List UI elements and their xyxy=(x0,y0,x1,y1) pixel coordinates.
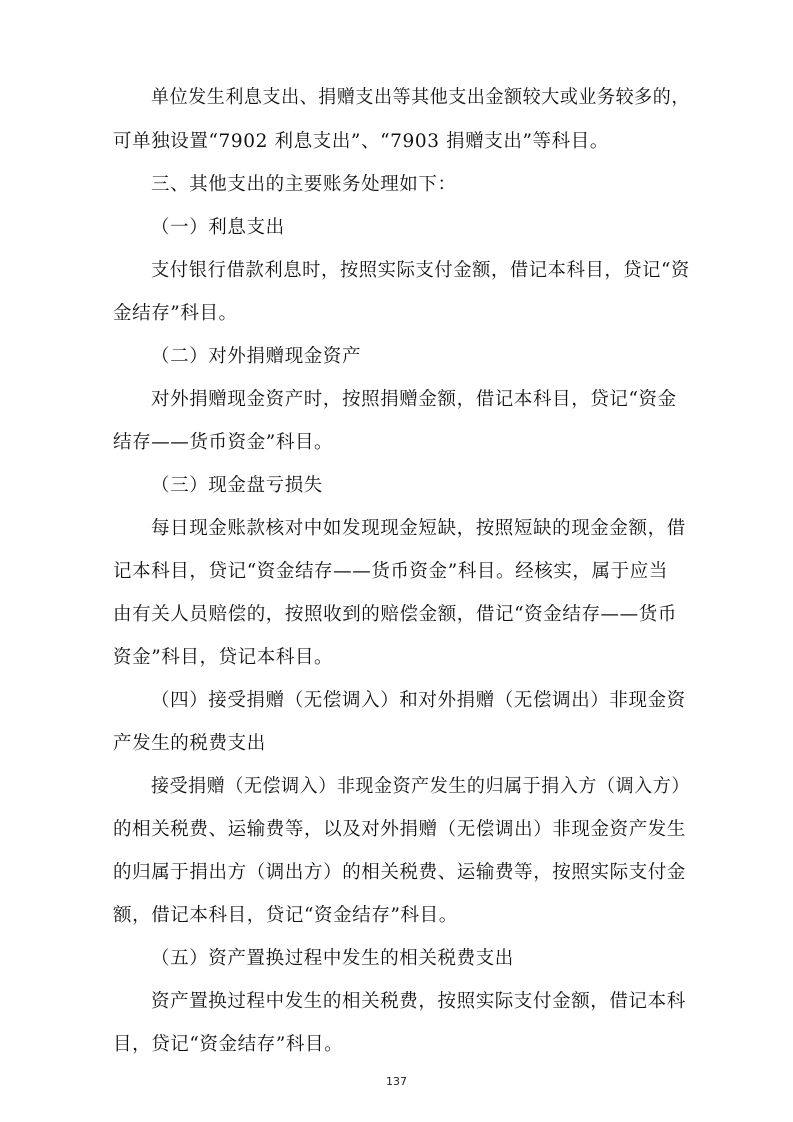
text-line: 额，借记本科目，贷记“资金结存”科目。 xyxy=(113,905,458,926)
text-line: 每日现金账款核对中如发现现金短缺，按照短缺的现金金额，借 xyxy=(151,518,686,539)
text-line: 支付银行借款利息时，按照实际支付金额，借记本科目，贷记“资 xyxy=(151,260,690,281)
subsection-heading: （五）资产置换过程中发生的相关税费支出 xyxy=(151,948,514,969)
section-heading: 三、其他支出的主要账务处理如下： xyxy=(151,174,457,195)
subsection-heading: 产发生的税费支出 xyxy=(113,733,266,754)
subsection-heading: （四）接受捐赠（无偿调入）和对外捐赠（无偿调出）非现金资 xyxy=(151,690,686,711)
text-line: 由有关人员赔偿的，按照收到的赔偿金额，借记“资金结存——货币 xyxy=(113,604,677,625)
text-line: 接受捐赠（无偿调入）非现金资产发生的归属于捐入方（调入方） xyxy=(151,776,690,797)
text-line: 的归属于捐出方（调出方）的相关税费、运输费等，按照实际支付金 xyxy=(113,862,687,883)
text-line: 可单独设置“7902 利息支出”、“7903 捐赠支出”等科目。 xyxy=(113,131,609,152)
text-line: 金结存”科目。 xyxy=(113,303,238,324)
text-line: 记本科目，贷记“资金结存——货币资金”科目。经核实，属于应当 xyxy=(113,561,668,582)
page-number: 137 xyxy=(386,1075,407,1088)
text-line: 目，贷记“资金结存”科目。 xyxy=(113,1034,344,1055)
subsection-heading: （一）利息支出 xyxy=(151,217,285,238)
text-line: 资产置换过程中发生的相关税费，按照实际支付金额，借记本科 xyxy=(151,991,686,1012)
subsection-heading: （三）现金盘亏损失 xyxy=(151,475,323,496)
text-line: 结存——货币资金”科目。 xyxy=(113,432,334,453)
text-line: 的相关税费、运输费等，以及对外捐赠（无偿调出）非现金资产发生 xyxy=(113,819,687,840)
text-line: 单位发生利息支出、捐赠支出等其他支出金额较大或业务较多的， xyxy=(151,87,690,108)
text-line: 资金”科目，贷记本科目。 xyxy=(113,647,334,668)
text-line: 对外捐赠现金资产时，按照捐赠金额，借记本科目，贷记“资金 xyxy=(151,389,677,410)
subsection-heading: （二）对外捐赠现金资产 xyxy=(151,346,362,367)
